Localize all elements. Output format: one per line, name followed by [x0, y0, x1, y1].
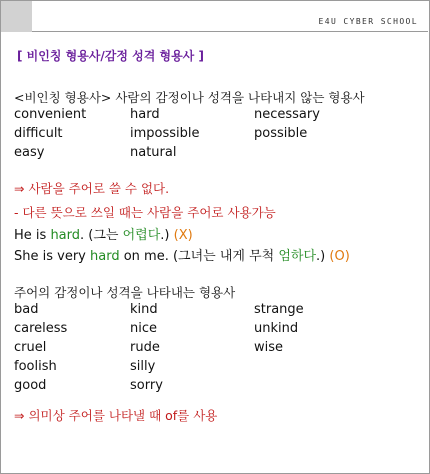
- example-text: on me. (그녀는 내게 무척: [119, 249, 279, 264]
- word-item: wise: [254, 340, 284, 355]
- highlight-translation: 어렵다: [122, 228, 161, 243]
- word-item: [254, 358, 394, 375]
- section-title: [ 비인칭 형용사/감정 성격 형용사 ]: [17, 49, 204, 63]
- highlight-word: hard: [50, 228, 81, 243]
- word-item: easy: [14, 145, 45, 160]
- word-item: necessary: [254, 107, 320, 122]
- word-item: nice: [130, 321, 157, 336]
- wrong-mark: (X): [173, 228, 193, 243]
- word-item: convenient: [14, 107, 87, 122]
- word-item: possible: [254, 126, 308, 141]
- word-item: strange: [254, 302, 304, 317]
- word-item: foolish: [14, 359, 57, 374]
- word-item: impossible: [130, 126, 200, 141]
- brand-label: E4U CYBER SCHOOL: [318, 17, 418, 26]
- highlight-translation: 엄하다: [278, 249, 317, 264]
- note-exception: - 다른 뜻으로 쓰일 때는 사람을 주어로 사용가능: [14, 205, 276, 220]
- note-text: 사람을 주어로 쓸 수 없다.: [28, 181, 170, 196]
- word-item: good: [14, 378, 47, 393]
- word-item: natural: [130, 145, 177, 160]
- word-item: sorry: [130, 378, 163, 393]
- example-sentence-1: [14, 224, 193, 243]
- arrow-icon: ⇒: [14, 408, 25, 423]
- word-item: difficult: [14, 126, 63, 141]
- corner-tab: [1, 1, 32, 32]
- note-no-human-subject: [14, 179, 169, 197]
- note-of-usage: [14, 406, 217, 424]
- example-sentence-2: [14, 245, 350, 264]
- word-item: bad: [14, 302, 39, 317]
- word-item: unkind: [254, 321, 299, 336]
- example-text: .): [316, 249, 330, 264]
- header-divider: [32, 31, 428, 32]
- example-text: He is: [14, 228, 51, 243]
- example-text: She is very: [14, 249, 91, 264]
- impersonal-heading: <비인칭 형용사> 사람의 감정이나 성격을 나타내지 않는 형용사: [14, 90, 365, 105]
- word-item: kind: [130, 302, 158, 317]
- emotional-word-grid: [14, 301, 414, 394]
- word-item: silly: [130, 359, 156, 374]
- note-text: 의미상 주어를 나타낼 때 of를 사용: [28, 408, 218, 423]
- word-item: hard: [130, 107, 160, 122]
- impersonal-word-grid: [14, 106, 414, 161]
- word-item: cruel: [14, 340, 47, 355]
- word-item: [254, 377, 394, 394]
- example-text: .): [160, 228, 174, 243]
- emotional-heading: 주어의 감정이나 성격을 나타내는 형용사: [14, 285, 236, 300]
- example-text: . (그는: [80, 228, 123, 243]
- word-item: careless: [14, 321, 68, 336]
- arrow-icon: ⇒: [14, 181, 25, 196]
- highlight-word: hard: [90, 249, 120, 264]
- correct-mark: (O): [329, 249, 350, 264]
- word-item: rude: [130, 340, 160, 355]
